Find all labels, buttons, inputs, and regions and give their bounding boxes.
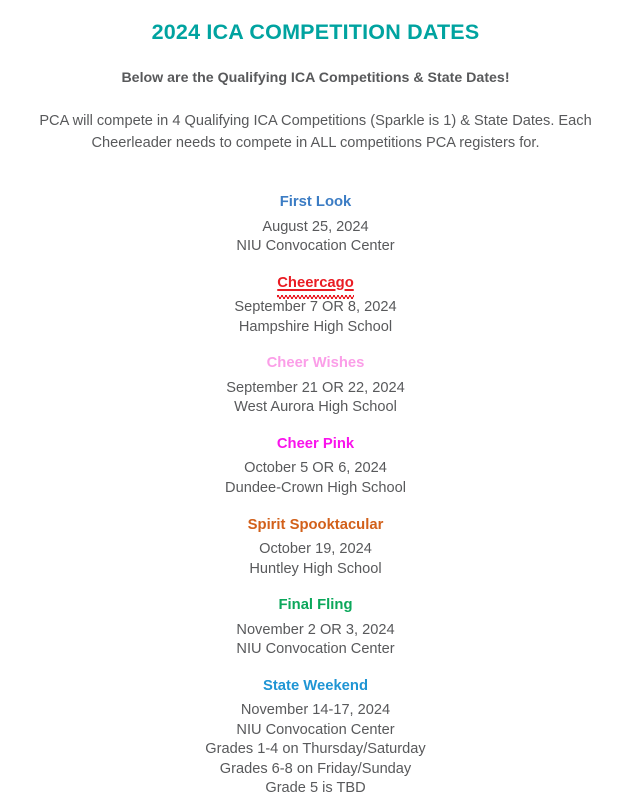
intro-subtitle: Below are the Qualifying ICA Competitions & State Dates! bbox=[121, 70, 510, 87]
event-block bbox=[14, 579, 617, 660]
event-name-text: First Look bbox=[279, 194, 352, 211]
event-detail-line: Huntley High School bbox=[249, 560, 382, 577]
event-detail-line: NIU Convocation Center bbox=[236, 238, 395, 255]
event-name bbox=[14, 273, 617, 296]
event-block bbox=[14, 257, 617, 338]
event-detail-line: October 19, 2024 bbox=[259, 541, 372, 558]
event-name-text: Final Fling bbox=[278, 597, 353, 614]
event-name bbox=[14, 595, 617, 618]
event-detail-line: Grade 5 is TBD bbox=[265, 780, 366, 797]
event-detail-line: Grades 6-8 on Friday/Sunday bbox=[219, 760, 412, 777]
event-detail-line: Dundee-Crown High School bbox=[225, 480, 406, 497]
event-block bbox=[14, 418, 617, 499]
event-block bbox=[14, 660, 617, 799]
event-name bbox=[14, 192, 617, 215]
event-detail-line: Grades 1-4 on Thursday/Saturday bbox=[205, 741, 426, 758]
event-name bbox=[14, 676, 617, 699]
event-name-text: Cheer Pink bbox=[276, 436, 355, 453]
event-detail-line: Hampshire High School bbox=[238, 318, 393, 335]
event-detail-line: November 2 OR 3, 2024 bbox=[236, 621, 395, 638]
intro-paragraph: PCA will compete in 4 Qualifying ICA Competitions (Sparkle is 1) & State Dates. Each Cheerleader needs to compete in ALL competitions PCA registers for. bbox=[39, 112, 592, 151]
event-detail-line: September 21 OR 22, 2024 bbox=[226, 379, 405, 396]
event-block bbox=[14, 337, 617, 418]
event-detail-line: September 7 OR 8, 2024 bbox=[234, 299, 397, 316]
event-name bbox=[14, 353, 617, 376]
event-block bbox=[14, 176, 617, 257]
event-name-text: Spirit Spooktacular bbox=[247, 516, 384, 533]
event-detail-line: NIU Convocation Center bbox=[236, 641, 395, 658]
event-detail-line: August 25, 2024 bbox=[262, 218, 369, 235]
events-list bbox=[14, 154, 617, 798]
event-detail-line: October 5 OR 6, 2024 bbox=[244, 460, 387, 477]
event-name bbox=[14, 515, 617, 538]
event-name-text: State Weekend bbox=[263, 677, 368, 694]
page-title: 2024 ICA COMPETITION DATES bbox=[151, 20, 480, 44]
event-detail-line: West Aurora High School bbox=[234, 399, 397, 416]
event-name-text: Cheer Wishes bbox=[266, 355, 365, 372]
event-detail-line: November 14-17, 2024 bbox=[240, 702, 391, 719]
event-name-misspelled: Cheercago bbox=[277, 273, 353, 296]
event-detail-line: NIU Convocation Center bbox=[236, 721, 395, 738]
event-name bbox=[14, 434, 617, 457]
event-block bbox=[14, 499, 617, 580]
